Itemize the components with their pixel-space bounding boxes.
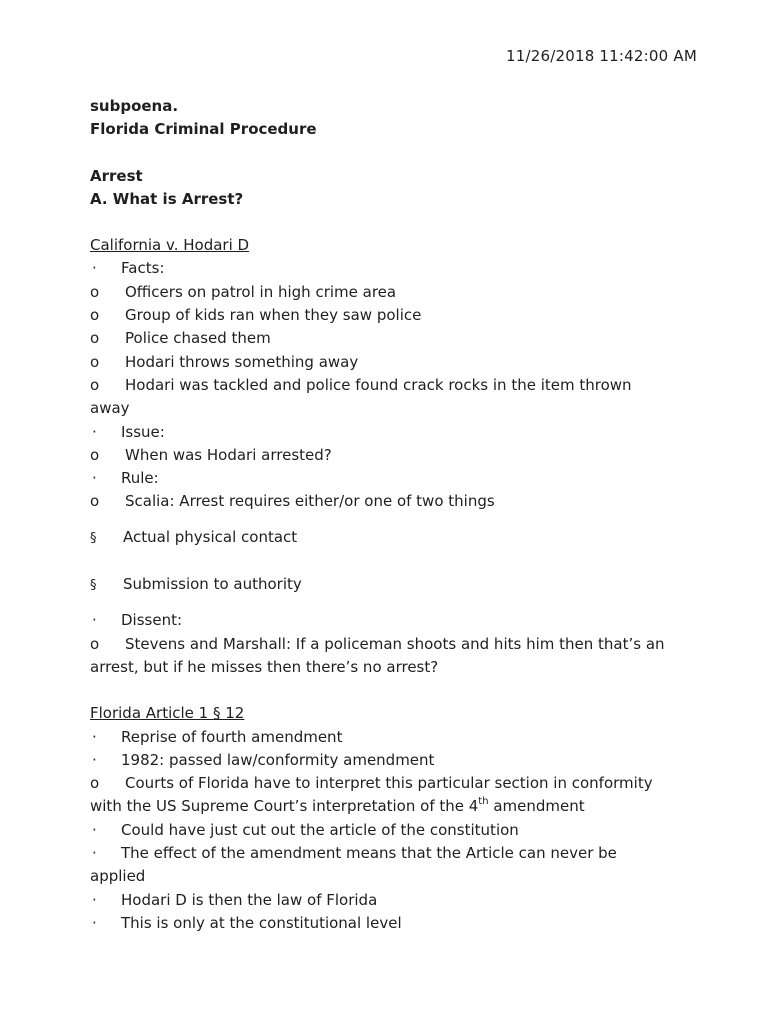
list-item-text: Hodari was tackled and police found crack rocks in the item thrown [125,375,632,394]
list-item [90,327,690,350]
list-item-text: Dissent: [121,611,183,630]
list-item [90,772,690,795]
bullet-dot: · [92,469,97,488]
bullet-dot: · [92,750,97,769]
list-item [90,467,690,490]
list-item-text: Facts: [121,259,165,278]
blank-line [90,142,690,165]
list-item-text: Hodari D is then the law of Florida [121,890,378,909]
bullet-dot: · [92,422,97,441]
bullet-dot: · [92,890,97,909]
timestamp: 11/26/2018 11:42:00 AM [506,47,697,65]
spacer [90,550,690,573]
list-item-text: Police chased them [125,329,271,348]
list-item [90,912,690,935]
list-item-text: Stevens and Marshall: If a policeman shoots and hits him then that’s an [125,634,665,653]
list-item-text: Reprise of fourth amendment [121,727,343,746]
heading-line-1: subpoena. [90,97,179,115]
list-item [90,842,690,865]
bullet-dot: · [92,913,97,932]
spacer [90,514,690,526]
list-item-text: Officers on patrol in high crime area [125,282,397,301]
bullet-section: § [90,530,97,546]
list-item [90,351,690,374]
list-item [90,374,690,397]
bullet-section: § [90,578,97,594]
bullet-o: o [90,774,100,793]
list-item [90,573,690,597]
bullet-dot: · [92,259,97,278]
list-item [90,609,690,632]
list-item [90,526,690,550]
case-title: California v. Hodari D [90,236,250,255]
list-item-text: Issue: [121,422,165,441]
bullet-o: o [90,306,100,325]
list-item-text: Courts of Florida have to interpret this particular section in conformity [125,774,653,793]
heading-line-4: A. What is Arrest? [90,189,244,208]
spacer [90,597,690,609]
bullet-o: o [90,634,100,653]
document-body [90,95,690,935]
bullet-o: o [90,329,100,348]
list-item-text: When was Hodari arrested? [125,445,332,464]
bullet-dot: · [92,727,97,746]
bullet-o: o [90,375,100,394]
list-item [90,749,690,772]
list-item-text: Actual physical contact [123,527,298,546]
bullet-o: o [90,352,100,371]
blank-line [90,211,690,234]
list-item [90,257,690,280]
list-item-text: Rule: [121,469,159,488]
list-item [90,281,690,304]
heading-line-3: Arrest [90,166,143,185]
list-item [90,889,690,912]
list-item [90,444,690,467]
blank-line [90,679,690,702]
list-item-text: 1982: passed law/conformity amendment [121,750,435,769]
list-item-text: Hodari throws something away [125,352,359,371]
list-item-text: Scalia: Arrest requires either/or one of two things [125,492,495,511]
list-item-continuation: away [90,399,130,418]
article-title: Florida Article 1 § 12 [90,704,245,723]
list-item-text: Could have just cut out the article of the constitution [121,820,519,839]
bullet-o: o [90,492,100,511]
bullet-o: o [90,445,100,464]
list-item [90,304,690,327]
bullet-dot: · [92,611,97,630]
bullet-o: o [90,282,100,301]
list-item-continuation: arrest, but if he misses then there’s no arrest? [90,657,439,676]
heading-line-2: Florida Criminal Procedure [90,120,317,139]
list-item [90,490,690,513]
list-item-continuation: applied [90,867,146,886]
bullet-dot: · [92,844,97,863]
list-item [90,633,690,656]
continuation-text: with the US Supreme Court’s interpretation of the 4 [90,797,479,816]
continuation-text: amendment [488,797,585,816]
list-item [90,421,690,444]
superscript: th [478,796,489,808]
list-item-text: Group of kids ran when they saw police [125,306,422,325]
list-item-text: This is only at the constitutional level [121,913,402,932]
list-item [90,819,690,842]
bullet-dot: · [92,820,97,839]
list-item-text: The effect of the amendment means that the Article can never be [121,844,617,863]
list-item-text: Submission to authority [123,575,302,594]
list-item-continuation [90,795,690,818]
list-item [90,726,690,749]
